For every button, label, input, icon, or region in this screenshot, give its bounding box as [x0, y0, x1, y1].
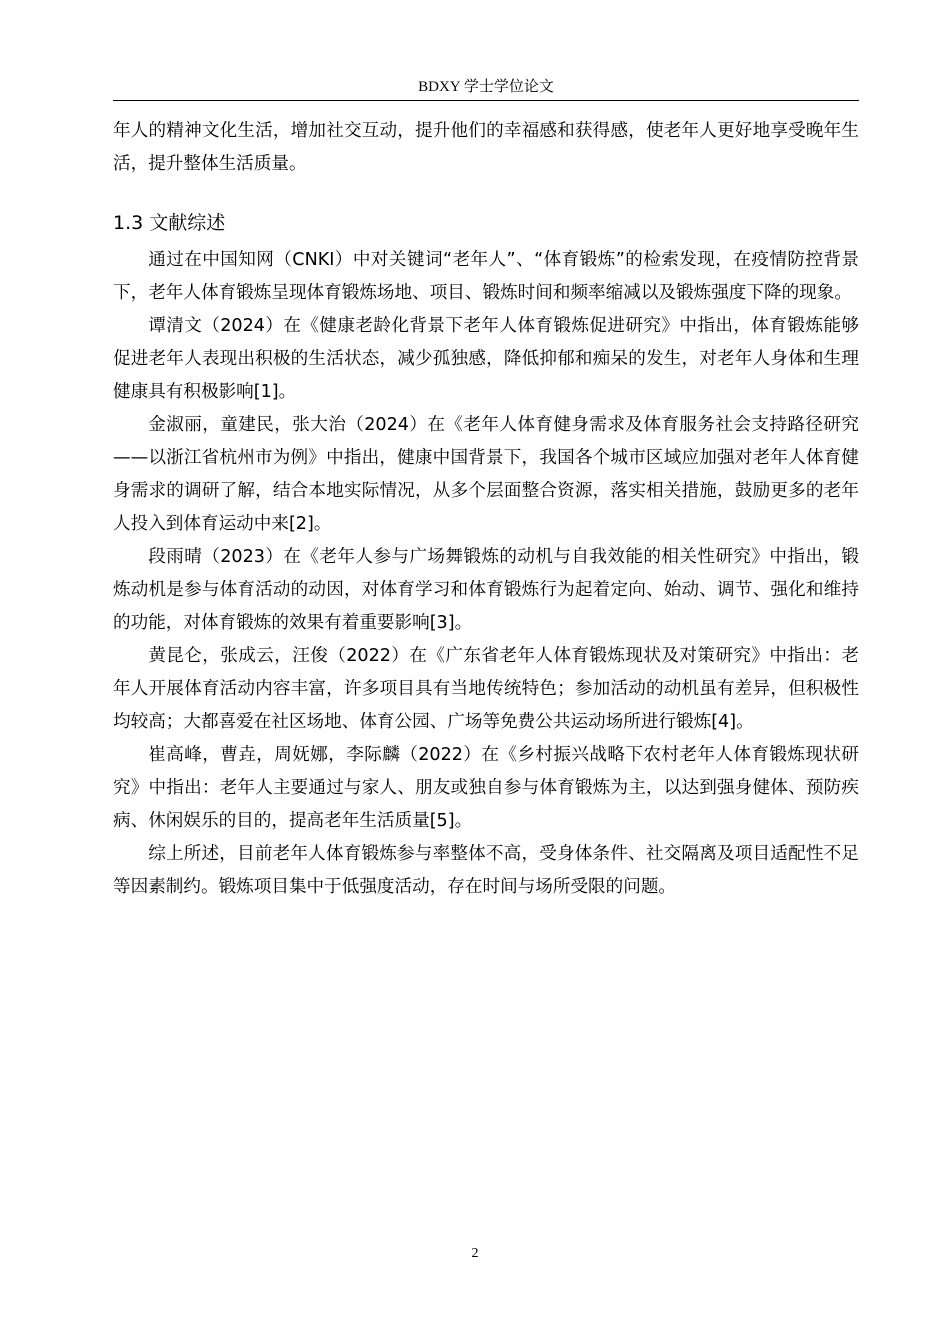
continuation-paragraph: 年人的精神文化生活，增加社交互动，提升他们的幸福感和获得感，使老年人更好地享受晚年生活，提升整体生活质量。 — [113, 121, 859, 174]
body-paragraph: 崔高峰，曹垚，周妩娜，李际麟（2022）在《乡村振兴战略下农村老年人体育锻炼现状研究》中指出：老年人主要通过与家人、朋友或独自参与体育锻炼为主，以达到强身健体、预防疾病、休闲娱乐的目的，提高老年生活质量[5]。 — [113, 745, 859, 831]
body-paragraph: 黄昆仑，张成云，汪俊（2022）在《广东省老年人体育锻炼现状及对策研究》中指出：老年人开展体育活动内容丰富，许多项目具有当地传统特色；参加活动的动机虽有差异，但积极性均较高；大都喜爱在社区场地、体育公园、广场等免费公共运动场所进行锻炼[4]。 — [113, 646, 859, 732]
header-rule — [113, 100, 859, 101]
body-paragraph: 段雨晴（2023）在《老年人参与广场舞锻炼的动机与自我效能的相关性研究》中指出，锻炼动机是参与体育活动的动因，对体育学习和体育锻炼行为起着定向、始动、调节、强化和维持的功能，对体育锻炼的效果有着重要影响[3]。 — [113, 547, 859, 633]
summary-paragraph: 综上所述，目前老年人体育锻炼参与率整体不高，受身体条件、社交隔离及项目适配性不足等因素制约。锻炼项目集中于低强度活动，存在时间与场所受限的问题。 — [113, 844, 859, 897]
section-heading: 1.3 文献综述 — [113, 212, 226, 234]
body-paragraph: 谭清文（2024）在《健康老龄化背景下老年人体育锻炼促进研究》中指出，体育锻炼能够促进老年人表现出积极的生活状态，减少孤独感，降低抑郁和痴呆的发生，对老年人身体和生理健康具有积极影响[1]。 — [113, 316, 859, 402]
running-header: BDXY 学士学位论文 — [418, 79, 554, 95]
body-paragraph: 金淑丽，童建民，张大治（2024）在《老年人体育健身需求及体育服务社会支持路径研究——以浙江省杭州市为例》中指出，健康中国背景下，我国各个城市区域应加强对老年人体育健身需求的调研了解，结合本地实际情况，从多个层面整合资源，落实相关措施，鼓励更多的老年人投入到体育运动中来[2]。 — [113, 415, 859, 534]
body-paragraph: 通过在中国知网（CNKI）中对关键词“老年人”、“体育锻炼”的检索发现，在疫情防控背景下，老年人体育锻炼呈现体育锻炼场地、项目、锻炼时间和频率缩减以及锻炼强度下降的现象。 — [113, 250, 859, 303]
page-number: 2 — [471, 1246, 479, 1261]
page-body — [113, 115, 859, 904]
